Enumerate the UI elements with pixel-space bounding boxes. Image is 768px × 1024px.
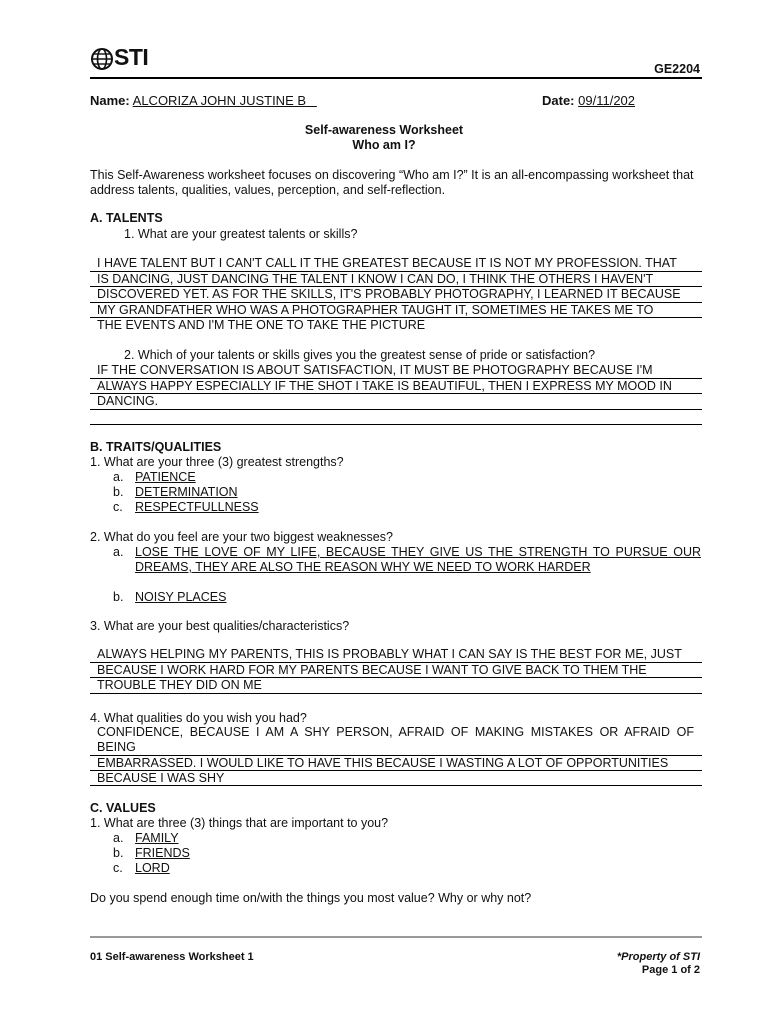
traits-question-3: 3. What are your best qualities/characteristics? xyxy=(90,619,350,633)
date-value: 09/11/202 xyxy=(578,93,636,108)
wish-line-2: BEING xyxy=(97,740,136,754)
weakness-b: NOISY PLACES xyxy=(135,590,227,604)
list-item xyxy=(113,470,196,485)
section-values-heading: C. VALUES xyxy=(90,801,156,815)
value-a: FAMILY xyxy=(135,831,179,845)
answer-line: BECAUSE I WORK HARD FOR MY PARENTS BECAUSE I WANT TO GIVE BACK TO THEM THE xyxy=(90,663,702,679)
answer-line: IS DANCING, JUST DANCING THE TALENT I KNOW I CAN DO, I THINK THE OTHERS I HAVEN'T xyxy=(90,272,702,288)
answer-line: EMBARRASSED. I WOULD LIKE TO HAVE THIS BECAUSE I WASTING A LOT OF OPPORTUNITIES xyxy=(90,755,702,771)
list-marker: c. xyxy=(113,500,123,514)
traits-question-4: 4. What qualities do you wish you had? xyxy=(90,711,307,725)
worksheet-title: Self-awareness Worksheet xyxy=(304,123,464,137)
weakness-a-marker: a. xyxy=(113,545,124,559)
intro-line-2: address talents, qualities, values, perception, and self-reflection. xyxy=(90,183,446,197)
date-label: Date: xyxy=(542,93,575,108)
list-item xyxy=(113,831,179,846)
weakness-a-line-2: DREAMS, THEY ARE ALSO THE REASON WHY WE NEED TO WORK HARDER xyxy=(135,560,591,574)
traits-question-1: 1. What are your three (3) greatest strengths? xyxy=(90,455,344,469)
weakness-a-line-1: LOSE THE LOVE OF MY LIFE, BECAUSE THEY GIVE US THE STRENGTH TO PURSUE OUR xyxy=(135,545,701,559)
list-marker: a. xyxy=(113,470,124,484)
answer-line: DISCOVERED YET. AS FOR THE SKILLS, IT'S PROBABLY PHOTOGRAPHY, I LEARNED IT BECAUSE xyxy=(90,287,702,303)
strength-a: PATIENCE xyxy=(135,470,196,484)
list-marker: b. xyxy=(113,846,124,860)
answer-line: THE EVENTS AND I'M THE ONE TO TAKE THE PICTURE xyxy=(97,318,426,332)
talents-question-2: 2. Which of your talents or skills gives you the greatest sense of pride or satisfaction? xyxy=(124,348,596,362)
traits-answer-3 xyxy=(90,647,702,694)
name-value: ALCORIZA JOHN JUSTINE B xyxy=(132,93,307,108)
list-item xyxy=(113,500,259,515)
sti-logo xyxy=(90,46,150,72)
footer-divider xyxy=(90,936,702,938)
list-marker: b. xyxy=(113,485,124,499)
footer-doc-title: 01 Self-awareness Worksheet 1 xyxy=(90,951,254,963)
intro-line-1: This Self-Awareness worksheet focuses on discovering “Who am I?” It is an all-encompassing worksheet that xyxy=(90,168,694,182)
list-item xyxy=(113,846,190,861)
name-label: Name: xyxy=(90,93,130,108)
value-b: FRIENDS xyxy=(135,846,190,860)
answer-line: ALWAYS HELPING MY PARENTS, THIS IS PROBABLY WHAT I CAN SAY IS THE BEST FOR ME, JUST xyxy=(90,647,702,663)
logo-text: STI xyxy=(114,44,149,70)
worksheet-subtitle: Who am I? xyxy=(352,138,416,152)
answer-line: IF THE CONVERSATION IS ABOUT SATISFACTION, IT MUST BE PHOTOGRAPHY BECAUSE I'M xyxy=(90,363,702,379)
section-traits-heading: B. TRAITS/QUALITIES xyxy=(90,440,222,454)
talents-answer-1 xyxy=(90,256,702,334)
weakness-b-marker: b. xyxy=(113,590,124,604)
header-divider xyxy=(90,77,702,79)
answer-line: BECAUSE I WAS SHY xyxy=(90,771,702,787)
section-talents-heading: A. TALENTS xyxy=(90,211,163,225)
footer-property: *Property of STI xyxy=(616,951,700,963)
answer-line: TROUBLE THEY DID ON ME xyxy=(90,678,702,694)
globe-icon xyxy=(90,46,116,72)
traits-question-2: 2. What do you feel are your two biggest weaknesses? xyxy=(90,530,393,544)
answer-line: DANCING. xyxy=(90,394,702,410)
talents-question-1: 1. What are your greatest talents or skills? xyxy=(124,227,358,241)
answer-line: I HAVE TALENT BUT I CAN'T CALL IT THE GREATEST BECAUSE IT IS NOT MY PROFESSION. THAT xyxy=(90,256,702,272)
list-item xyxy=(113,485,238,500)
answer-line: ALWAYS HAPPY ESPECIALLY IF THE SHOT I TAKE IS BEAUTIFUL, THEN I EXPRESS MY MOOD IN xyxy=(90,379,702,395)
answer-line xyxy=(90,410,702,426)
list-marker: c. xyxy=(113,861,123,875)
values-question-2: Do you spend enough time on/with the things you most value? Why or why not? xyxy=(90,891,532,905)
course-code: GE2204 xyxy=(654,62,700,76)
strength-c: RESPECTFULLNESS xyxy=(135,500,259,514)
list-item xyxy=(113,861,170,876)
values-question-1: 1. What are three (3) things that are important to you? xyxy=(90,816,389,830)
value-c: LORD xyxy=(135,861,170,875)
answer-line: MY GRANDFATHER WHO WAS A PHOTOGRAPHER TAUGHT IT, SOMETIMES HE TAKES ME TO xyxy=(90,303,702,319)
footer-page-number: Page 1 of 2 xyxy=(641,964,700,976)
talents-answer-2 xyxy=(90,363,702,425)
name-row xyxy=(90,93,317,108)
strength-b: DETERMINATION xyxy=(135,485,238,499)
list-marker: a. xyxy=(113,831,124,845)
date-row xyxy=(542,93,635,108)
wish-line-1: CONFIDENCE, BECAUSE I AM A SHY PERSON, AFRAID OF MAKING MISTAKES OR AFRAID OF xyxy=(97,725,694,739)
traits-answer-4 xyxy=(90,755,702,786)
